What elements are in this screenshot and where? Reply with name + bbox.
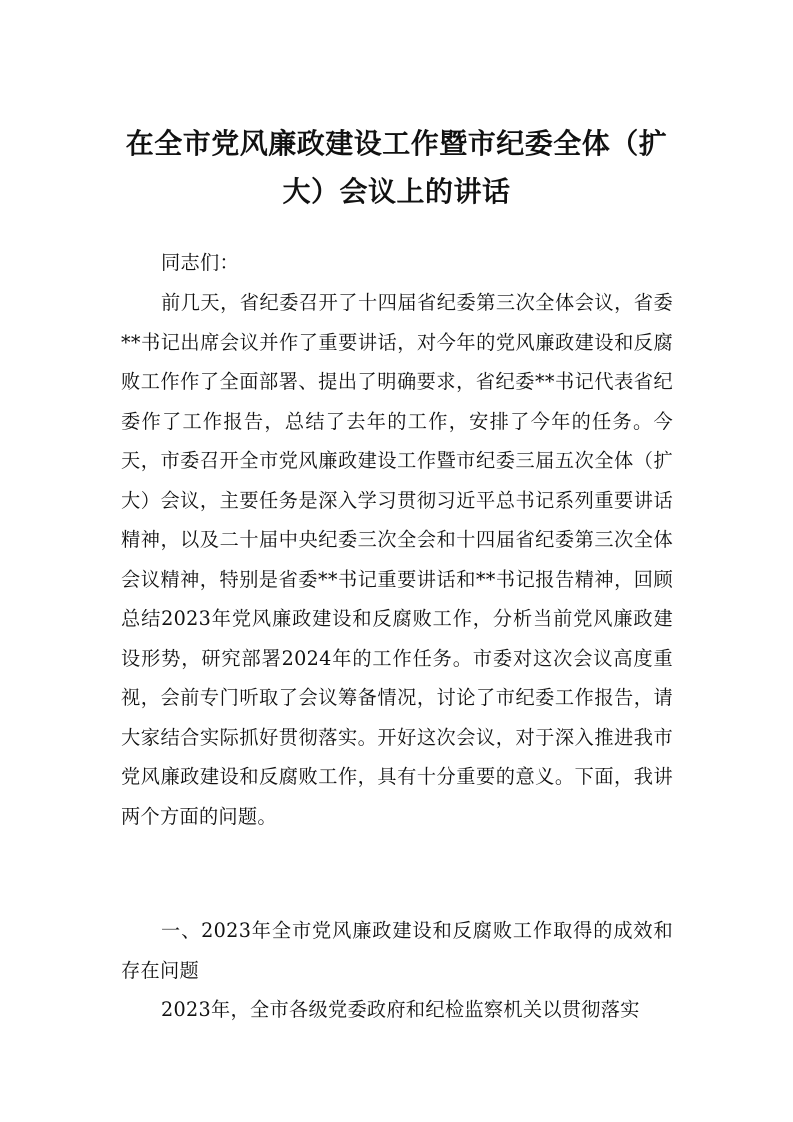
- body-paragraph-continued: 2023年，全市各级党委政府和纪检监察机关以贯彻落实: [161, 998, 640, 1021]
- document-title: 在全市党风廉政建设工作暨市纪委全体（扩大）会议上的讲话: [125, 127, 668, 208]
- salutation: 同志们：: [161, 251, 239, 274]
- section-heading: 一、2023年全市党风廉政建设和反腐败工作取得的成效和存在问题: [121, 919, 673, 982]
- body-paragraph: 前几天，省纪委召开了十四届省纪委第三次全体会议，省委**书记出席会议并作了重要讲话，对今年的党风廉政建设和反腐败工作作了全面部署、提出了明确要求，省纪委**书记代表省纪委作了工作报告，总结了去年的工作，安排了今年的任务。今天，市委召开全市党风廉政建设工作暨市纪委三届五次全体（扩大）会议，主要任务是深入学习贯彻习近平总书记系列重要讲话精神，以及二十届中央纪委三次全会和十四届省纪委第三次全体会议精神，特别是省委**书记重要讲话和**书记报告精神，回顾总结2023年党风廉政建设和反腐败工作，分析当前党风廉政建设形势，研究部署2024年的工作任务。市委对这次会议高度重视，会前专门听取了会议筹备情况，讨论了市纪委工作报告，请大家结合实际抓好贯彻落实。开好这次会议，对于深入推进我市党风廉政建设和反腐败工作，具有十分重要的意义。下面，我讲两个方面的问题。: [121, 291, 673, 828]
